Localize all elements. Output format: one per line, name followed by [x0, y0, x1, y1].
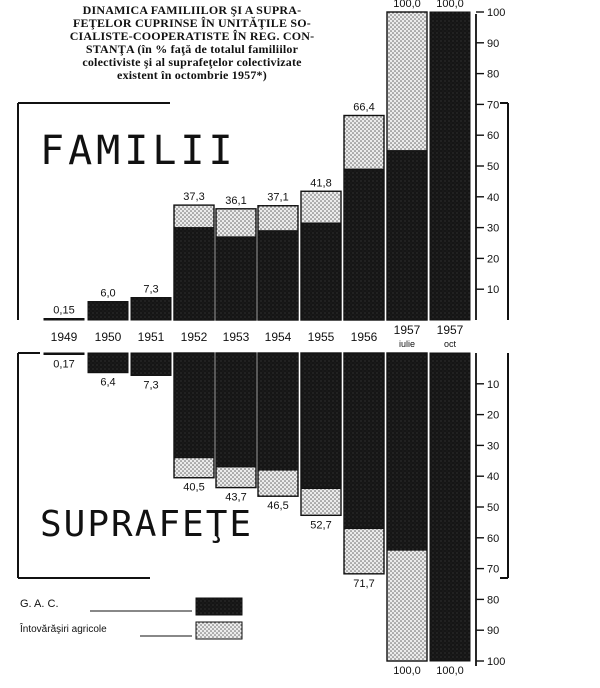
- value-label: 0,15: [53, 304, 75, 317]
- tick-label: 80: [487, 594, 500, 607]
- panel-label-familii: FAMILII: [40, 128, 237, 174]
- tick-label: 20: [487, 409, 500, 422]
- bar-gac: [44, 319, 84, 321]
- category-label: 1950: [94, 330, 122, 344]
- tick-label: 70: [487, 99, 500, 112]
- tick-label: 30: [487, 440, 500, 453]
- bar-gac: [174, 228, 214, 320]
- value-label: 100,0: [393, 0, 421, 10]
- legend-swatch-intovarasiri: [196, 622, 242, 639]
- tick-label: 40: [487, 471, 500, 484]
- category-label: 1953: [222, 330, 250, 344]
- tick-label: 90: [487, 625, 500, 638]
- value-label: 71,7: [353, 577, 375, 590]
- value-label: 0,17: [53, 358, 75, 371]
- bar-gac: [344, 353, 384, 529]
- tick-label: 60: [487, 532, 500, 545]
- bar-gac: [344, 169, 384, 320]
- title-line: existent în octombrie 1957*): [117, 68, 267, 82]
- bar-gac: [387, 353, 427, 550]
- tick-label: 90: [487, 37, 500, 50]
- bar-gac: [44, 353, 84, 355]
- category-label: 1957: [436, 323, 464, 337]
- bar-gac: [174, 353, 214, 458]
- category-label: 1949: [50, 330, 78, 344]
- bar-gac: [216, 353, 256, 467]
- bar-gac: [301, 223, 341, 320]
- tick-label: 50: [487, 161, 500, 173]
- category-label: 1957: [393, 323, 421, 337]
- legend-swatch-gac: [196, 598, 242, 615]
- category-sublabel: iulie: [398, 339, 416, 349]
- bar-gac: [430, 353, 470, 661]
- value-label: 37,1: [267, 191, 289, 204]
- category-label: 1951: [137, 330, 165, 344]
- category-label: 1952: [180, 330, 208, 344]
- y-axis-group: [476, 7, 505, 668]
- bar-gac: [430, 12, 470, 320]
- value-label: 7,3: [143, 283, 159, 296]
- bar-gac: [216, 237, 256, 320]
- title-line: DINAMICA FAMILIILOR ŞI A SUPRA-: [82, 3, 302, 17]
- tick-label: 20: [487, 253, 500, 266]
- tick-label: 60: [487, 130, 500, 143]
- bar-gac: [88, 302, 128, 320]
- title-line: FEŢELOR CUPRINSE ÎN UNITĂŢILE SO-: [73, 16, 311, 30]
- value-label: 100,0: [436, 0, 464, 10]
- bar-gac: [387, 151, 427, 320]
- value-label: 43,7: [225, 491, 247, 504]
- tick-label: 100: [487, 7, 506, 19]
- tick-label: 30: [487, 222, 500, 235]
- panel-label-suprafete: SUPRAFEŢE: [40, 504, 254, 545]
- category-sublabel: oct: [443, 339, 457, 349]
- value-label: 6,0: [100, 287, 116, 300]
- value-label: 66,4: [353, 101, 375, 114]
- bar-gac: [301, 353, 341, 489]
- bar-gac: [88, 353, 128, 373]
- value-label: 40,5: [183, 481, 205, 494]
- value-label: 37,3: [183, 191, 205, 204]
- tick-label: 10: [487, 378, 500, 391]
- value-label: 52,7: [310, 519, 332, 532]
- tick-label: 70: [487, 563, 500, 576]
- legend-label-intovarasiri: Întovărăşiri agricole: [20, 624, 107, 635]
- bar-gac: [258, 231, 298, 320]
- value-label: 36,1: [225, 194, 247, 207]
- value-label: 100,0: [393, 665, 421, 677]
- category-label: 1956: [350, 330, 378, 344]
- value-label: 7,3: [143, 379, 159, 392]
- legend-label-gac: G. A. C.: [20, 598, 59, 610]
- tick-label: 80: [487, 68, 500, 81]
- title-line: CIALISTE-COOPERATISTE ÎN REG. CON-: [69, 29, 315, 43]
- tick-label: 40: [487, 191, 500, 204]
- category-label: 1955: [307, 330, 335, 344]
- tick-label: 10: [487, 284, 500, 297]
- value-label: 6,4: [100, 376, 116, 389]
- category-label: 1954: [264, 330, 292, 344]
- value-label: 46,5: [267, 500, 289, 513]
- bar-gac: [258, 353, 298, 470]
- value-label: 41,8: [310, 177, 332, 190]
- bar-gac: [131, 353, 171, 375]
- title-line: colectiviste şi al suprafeţelor colectivizate: [82, 55, 302, 69]
- tick-label: 50: [487, 502, 500, 514]
- value-label: 100,0: [436, 665, 464, 677]
- title-line: STANŢA (în % faţă de totalul familiilor: [85, 42, 299, 56]
- bar-gac: [131, 298, 171, 320]
- legend-group: [90, 598, 242, 639]
- tick-label: 100: [487, 656, 506, 668]
